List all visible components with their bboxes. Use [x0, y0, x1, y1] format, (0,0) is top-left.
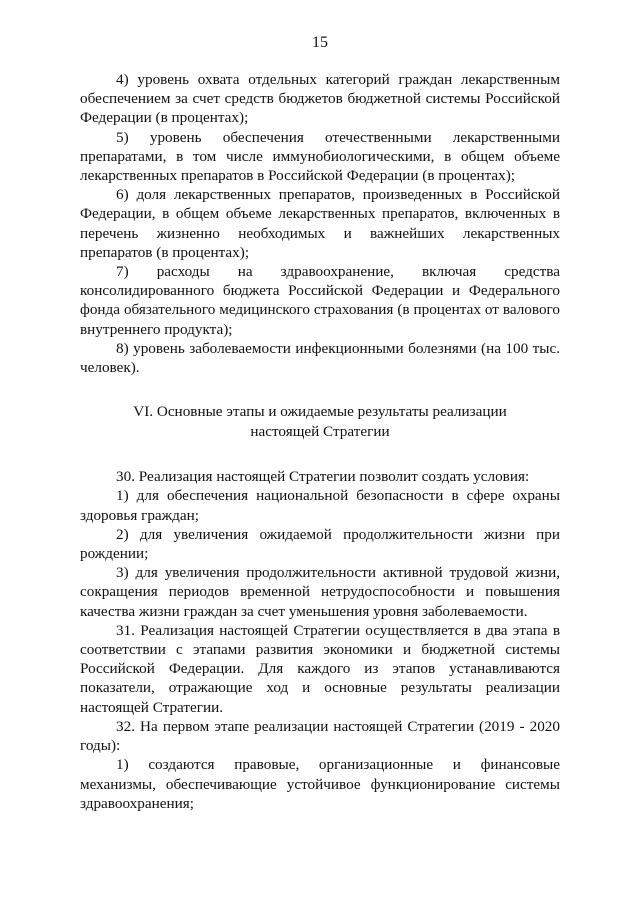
- paragraph-clause-30-item-1: 1) для обеспечения национальной безопасности в сфере охраны здоровья граждан;: [80, 487, 560, 524]
- paragraph-clause-32-item-1: 1) создаются правовые, организационные и финансовые механизмы, обеспечивающие устойчивое функционирование системы здравоохранения;: [80, 756, 560, 812]
- section-heading: [80, 402, 560, 442]
- paragraph-clause-32: 32. На первом этапе реализации настоящей Стратегии (2019 - 2020 годы):: [80, 717, 560, 755]
- paragraph-clause-31: 31. Реализация настоящей Стратегии осуществляется в два этапа в соответствии с этапами развития экономики и бюджетной системы Российской Федерации. Для каждого из этапов устанавливаются показатели, отражающие ход и основные результаты реализации настоящей Стратегии.: [80, 621, 560, 716]
- paragraph-item-4: 4) уровень охвата отдельных категорий граждан лекарственным обеспечением за счет средств бюджетов бюджетной системы Российской Федерации (в процентах);: [80, 71, 560, 127]
- paragraph-clause-30: 30. Реализация настоящей Стратегии позволит создать условия:: [116, 468, 530, 486]
- section-heading-line-1: VI. Основные этапы и ожидаемые результаты реализации: [133, 403, 507, 421]
- paragraph-clause-30-item-3: 3) для увеличения продолжительности активной трудовой жизни, сокращения периодов временной нетрудоспособности и повышения качества жизни граждан за счет уменьшения уровня заболеваемости.: [80, 564, 560, 620]
- paragraph-clause-30-item-2: 2) для увеличения ожидаемой продолжительности жизни при рождении;: [80, 525, 560, 563]
- paragraph-item-6: 6) доля лекарственных препаратов, произведенных в Российской Федерации, в общем объеме лекарственных препаратов, включенных в перечень жизненно необходимых и важнейших лекарственных препаратов (в процентах);: [80, 186, 560, 261]
- paragraph-item-8: 8) уровень заболеваемости инфекционными болезнями (на 100 тыс. человек).: [80, 339, 560, 377]
- paragraph-item-5: 5) уровень обеспечения отечественными лекарственными препаратами, в том числе иммунобиологическими, в общем объеме лекарственных препаратов в Российской Федерации (в процентах);: [80, 128, 560, 185]
- paragraph-item-7: 7) расходы на здравоохранение, включая средства консолидированного бюджета Российской Федерации и Федерального фонда обязательного медицинского страхования (в процентах от валового внутреннего продукта);: [80, 263, 560, 338]
- document-body: [80, 70, 560, 813]
- section-heading-line-2: настоящей Стратегии: [250, 423, 390, 441]
- page-number: 15: [312, 34, 328, 51]
